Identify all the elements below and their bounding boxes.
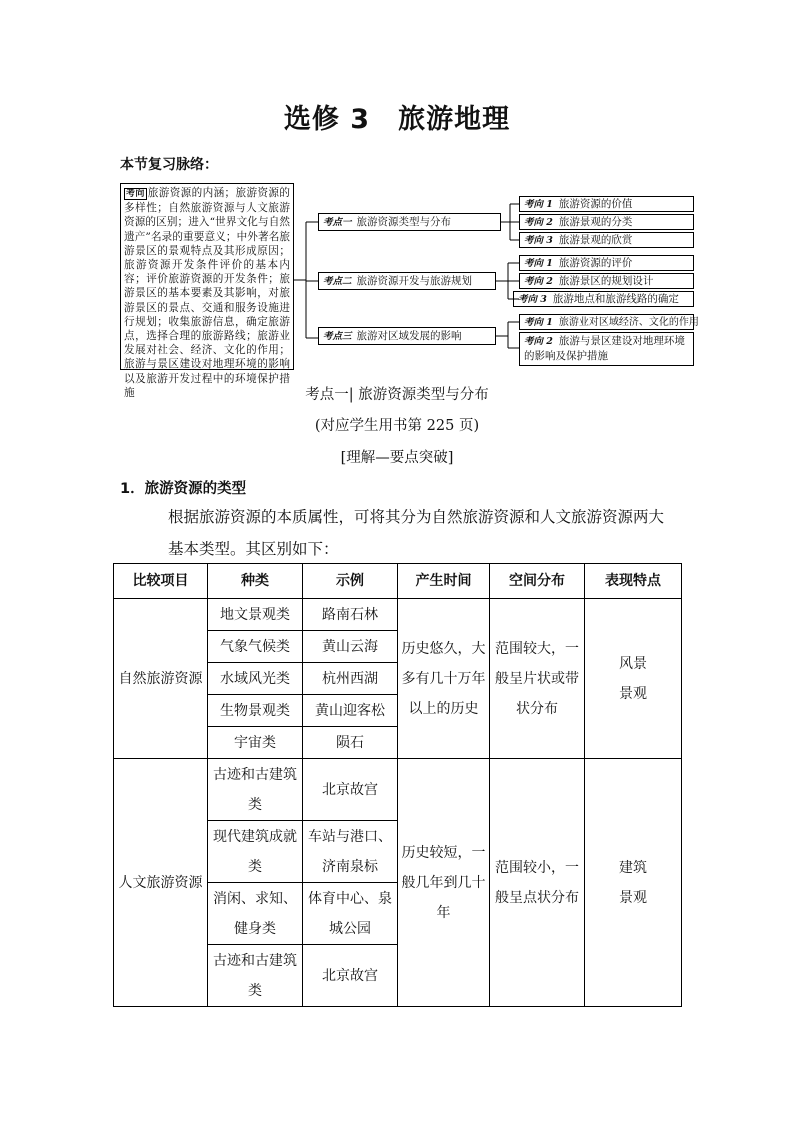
summary-tag: 考向 — [126, 189, 145, 199]
topic-2-box — [318, 272, 496, 290]
table-header: 种类 — [208, 564, 303, 599]
human-space: 范围较小，一般呈点状分布 — [490, 759, 585, 1007]
topic-3-item-2: 考向 2 旅游与景区建设对地理环境的影响及保护措施 — [519, 332, 694, 366]
table-header: 示例 — [303, 564, 398, 599]
topic-2-item-1: 考向 1 旅游资源的评价 — [519, 255, 694, 271]
topic-1-item-3: 考向 3 旅游景观的欣赏 — [519, 232, 694, 248]
topic-2-label: 考点二 — [323, 276, 352, 287]
comparison-table — [113, 563, 682, 1007]
table-cell: 杭州西湖 — [303, 663, 398, 695]
paragraph-line-2: 基本类型。其区别如下： — [168, 540, 339, 558]
table-cell: 古迹和古建筑类 — [208, 945, 303, 1007]
table-cell: 宇宙类 — [208, 727, 303, 759]
section-tag: [理解—要点突破] — [340, 450, 454, 466]
human-feature: 建筑景观 — [585, 759, 682, 1007]
topic-1-item-2: 考向 2 旅游景观的分类 — [519, 214, 694, 230]
topic-3-label: 考点三 — [323, 331, 352, 342]
human-time: 历史较短，一般几年到几十年 — [398, 759, 490, 1007]
table-cell: 体育中心、泉城公园 — [303, 883, 398, 945]
topic-3-text: 旅游对区域发展的影响 — [356, 330, 462, 342]
table-cell: 北京故宫 — [303, 759, 398, 821]
table-cell: 车站与港口、济南泉标 — [303, 821, 398, 883]
table-cell: 生物景观类 — [208, 695, 303, 727]
section-ref: (对应学生用书第 225 页) — [314, 418, 480, 434]
paragraph-line-1: 根据旅游资源的本质属性，可将其分为自然旅游资源和人文旅游资源两大 — [168, 508, 665, 526]
table-cell: 地文景观类 — [208, 599, 303, 631]
category-natural: 自然旅游资源 — [114, 599, 208, 759]
table-cell: 黄山云海 — [303, 631, 398, 663]
table-header: 空间分布 — [490, 564, 585, 599]
table-header: 比较项目 — [114, 564, 208, 599]
table-cell: 现代建筑成就类 — [208, 821, 303, 883]
heading-resource-types: 1．旅游资源的类型 — [120, 481, 247, 497]
section-heading: 考点一| 旅游资源类型与分布 — [305, 387, 489, 403]
topic-1-item-1: 考向 1 旅游资源的价值 — [519, 196, 694, 212]
summary-text: 旅游资源的内涵；旅游资源的多样性；自然旅游资源与人文旅游资源的区别；进入“世界文化与自然遗产”名录的重要意义；中外著名旅游景区的景观特点及其形成原因；旅游资源开发条件评价的基本内容；评价旅游资源的开发条件；旅游景区的基本要素及其影响，对旅游景区的景点、交通和服务设施进行规划；收集旅游信息，确定旅游点，选择合理的旅游路线；旅游业发展对社会、经济、文化的作用；旅游与景区建设对地理环境的影响以及旅游开发过程中的环境保护措施 — [124, 187, 290, 399]
topic-3-item-1: 考向 1 旅游业对区域经济、文化的作用 — [519, 314, 694, 330]
table-row — [114, 759, 682, 821]
table-cell: 气象气候类 — [208, 631, 303, 663]
table-cell: 北京故宫 — [303, 945, 398, 1007]
natural-feature: 风景景观 — [585, 599, 682, 759]
table-cell: 水域风光类 — [208, 663, 303, 695]
table-cell: 消闲、求知、健身类 — [208, 883, 303, 945]
topic-2-item-2: 考向 2 旅游景区的规划设计 — [519, 273, 694, 289]
topic-1-text: 旅游资源类型与分布 — [356, 216, 452, 228]
page-title: 选修 3 旅游地理 — [283, 104, 511, 135]
topic-1-box — [318, 213, 501, 231]
table-header-row — [114, 564, 682, 599]
table-header: 表现特点 — [585, 564, 682, 599]
table-cell: 古迹和古建筑类 — [208, 759, 303, 821]
category-human: 人文旅游资源 — [114, 759, 208, 1007]
table-cell: 黄山迎客松 — [303, 695, 398, 727]
table-cell: 陨石 — [303, 727, 398, 759]
topic-1-label: 考点一 — [323, 217, 352, 228]
natural-space: 范围较大，一般呈片状或带状分布 — [490, 599, 585, 759]
topic-2-item-3: 考向 3 旅游地点和旅游线路的确定 — [513, 291, 694, 307]
table-cell: 路南石林 — [303, 599, 398, 631]
natural-time: 历史悠久，大多有几十万年以上的历史 — [398, 599, 490, 759]
topic-3-box — [318, 327, 496, 345]
table-header: 产生时间 — [398, 564, 490, 599]
topic-2-text: 旅游资源开发与旅游规划 — [356, 275, 473, 287]
table-row — [114, 599, 682, 631]
review-label: 本节复习脉络： — [120, 157, 218, 173]
